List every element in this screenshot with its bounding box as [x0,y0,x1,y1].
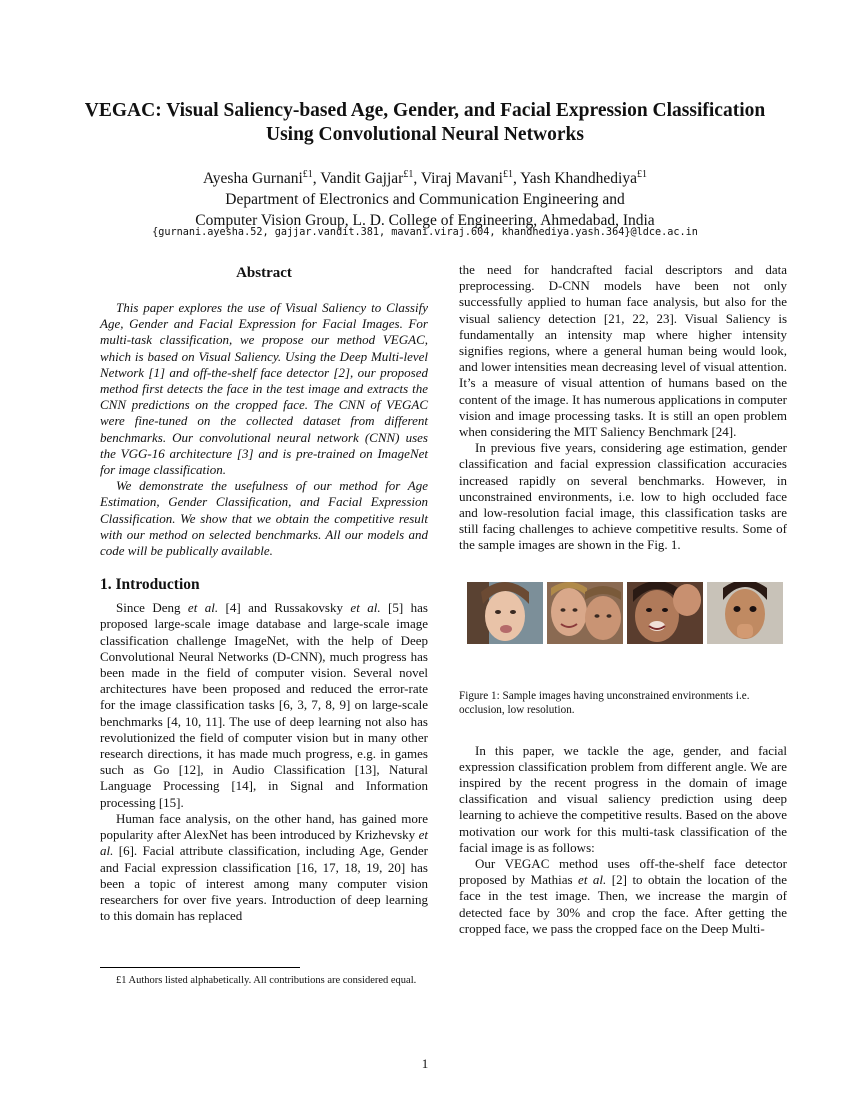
abstract-paragraph: We demonstrate the usefulness of our method for Age Estimation, Gender Classification, and Facial Expression Classification. We show that we obtain the competitive result with our method on selected benchmarks. All our models and code will be publically available. [100,478,428,559]
author-mark: £1 [302,169,313,180]
paper-title [60,99,790,147]
intro-paragraph: In this paper, we tackle the age, gender, and facial expression classification problem from different angle. We are inspired by the recent progress in the domain of image classification and visual saliency prediction using deep learning to achieve the competitive results. Based on the above motivation our work for this multi-task classification of the facial image is as follows: [459,742,787,855]
abstract-heading: Abstract [236,265,292,281]
author-mark: £1 [502,169,513,180]
abstract-paragraph: This paper explores the use of Visual Saliency to Classify Age, Gender and Facial Expression for Facial Images. For multi-task classification, we propose our method VEGAC, which is based on Visual Saliency. Using the Deep Multi-level Network [1] and off-the-shelf face detector [2], our proposed method first detects the face in the test image and extracts the CNN predictions on the cropped face. The CNN of VEGAC were fine-tuned on the collected dataset from different benchmarks. Our convolutional neural network (CNN) uses the VGG-16 architecture [3] and is pre-trained on ImageNet for image classification. [100,300,428,478]
page-number: 1 [421,1056,429,1071]
author-name: Viraj Mavani [420,170,503,188]
affiliation-group: Computer Vision Group, L. D. College of Engineering, Ahmedabad, India [195,212,655,230]
author-mark: £1 [636,169,647,180]
sample-face-image [547,582,623,644]
figure-sample-faces [467,582,787,644]
abstract-body [100,300,428,559]
title-line-1: VEGAC: Visual Saliency-based Age, Gender, and Facial Expression Classification [84,100,766,121]
sample-face-image [707,582,783,644]
footnote: £1 Authors listed alphabetically. All contributions are considered equal. [116,975,417,986]
author-name: Vandit Gajjar [320,170,404,188]
right-column [459,262,787,937]
post-figure-text [459,743,787,937]
intro-paragraph: Since Deng et al. [4] and Russakovsky et al. [5] has proposed large-scale image database and large-scale image classification challenge ImageNet, with the help of Deep Convolutional Neural Networks (D-CNN), much progress has been made in the field of computer vision. Several novel architectures have been proposed and reduced the error-rate for the image classification tasks [6, 3, 7, 8, 9] on large-scale benchmarks [4, 10, 11]. The use of deep learning not also has revolutionized the field of computer vision but in many other research directions, it has made much progress, e.g. in games such as Go [12], in Audio Classification [13], Natural Language Processing [14], in Signal and Information processing [15]. [100,600,428,810]
section-heading-introduction: 1. Introduction [100,576,200,594]
footnote-divider [100,967,300,968]
author-emails: {gurnani.ayesha.52, gajjar.vandit.381, mavani.viraj.604, khandhediya.yash.364}@ldce.ac.in [152,227,698,238]
intro-paragraph: Our VEGAC method uses off-the-shelf face detector proposed by Mathias et al. [2] to obtain the location of the face in the test image. Then, we increase the margin of detected face by 30% and crop the face. After getting the cropped face, we pass the cropped face on the Deep Multi- [459,856,788,936]
intro-paragraph: In previous five years, considering age estimation, gender classification and facial expression classification accuracies increased rapidly on several benchmarks. However, in unconstrained environments, i.e. low to high occluded face and low-resolution facial image, this classification tasks are still facing challenges to achieve competitive results. Some of the sample images are shown in the Fig. 1. [459,440,787,553]
author-name: Ayesha Gurnani [203,170,303,188]
figure-caption: Figure 1: Sample images having unconstrained environments i.e. occlusion, low resolution. [459,689,750,716]
intro-paragraph: the need for handcrafted facial descriptors and data preprocessing. D-CNN models have been not only successfully applied to human face analysis, but also for the visual saliency detection [21, 22, 23]. Visual Saliency is fundamentally an intensity map where higher intensity signifies regions, where a general human being would look, and lower intensities mean decreasing level of visual attention. It’s a measure of visual attention of humans based on the content of the image. It has numerous applications in computer vision and image processing tasks. It is still an open problem when considering the MIT Saliency Benchmark [24]. [459,262,787,440]
author-block [60,164,790,231]
sample-face-image [467,582,543,644]
author-list: Ayesha Gurnani$^{£1}$, Vandit Gajjar$^{£1}$, Viraj Mavani$^{£1}$, Yash Khandhediya$^{£1}$ [203,169,647,188]
intro-paragraph: Human face analysis, on the other hand, has gained more popularity after AlexNet has been introduced by Krizhevsky et al. [6]. Facial attribute classification, including Age, Gender and Facial expression classification [16, 17, 18, 19, 20] has been a topic of interest among many computer vision researchers for over five years. Introduction of deep learning to this domain has replaced [100,810,428,924]
author-name: Yash Khandhediya [520,170,637,188]
author-mark: £1 [403,169,414,180]
left-column [100,262,428,924]
sample-face-image [627,582,703,644]
title-line-2: Using Convolutional Neural Networks [266,124,584,145]
affiliation-dept: Department of Electronics and Communication Engineering and [225,191,625,209]
